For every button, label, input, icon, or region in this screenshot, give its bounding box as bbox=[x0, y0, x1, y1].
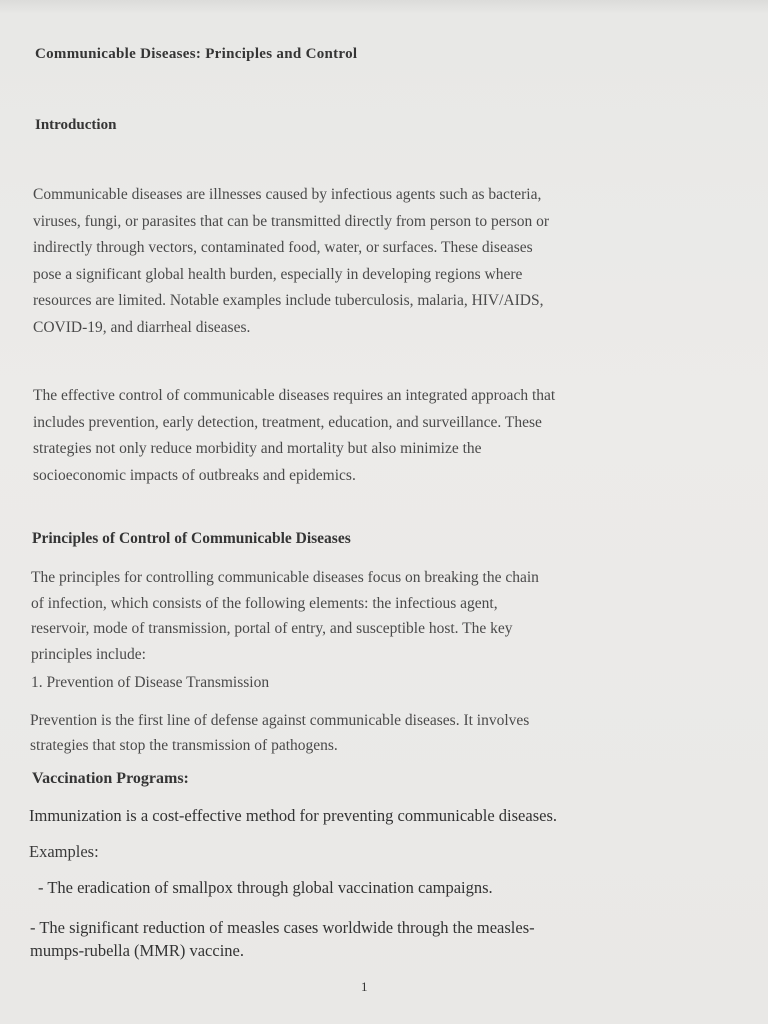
text-line: indirectly through vectors, contaminated food, water, or surfaces. These diseases bbox=[33, 239, 533, 256]
principles-paragraph bbox=[31, 565, 539, 667]
text-line: Prevention is the first line of defense against communicable diseases. It involves bbox=[30, 712, 530, 729]
text-line: resources are limited. Notable examples include tuberculosis, malaria, HIV/AIDS, bbox=[33, 292, 544, 309]
principle-item-1: 1. Prevention of Disease Transmission bbox=[31, 674, 270, 691]
examples-label: Examples: bbox=[29, 842, 99, 861]
text-line: strategies that stop the transmission of pathogens. bbox=[30, 737, 338, 754]
vaccination-paragraph bbox=[29, 806, 557, 826]
text-line: includes prevention, early detection, treatment, education, and surveillance. These bbox=[33, 413, 542, 431]
intro-paragraph-2 bbox=[33, 383, 555, 489]
text-line: Communicable diseases are illnesses caused by infectious agents such as bacteria, bbox=[33, 186, 542, 203]
text-line: The principles for controlling communicable diseases focus on breaking the chain bbox=[31, 569, 539, 586]
text-line: reservoir, mode of transmission, portal of entry, and susceptible host. The key bbox=[31, 620, 513, 637]
example-item-2 bbox=[30, 916, 535, 962]
text-line: pose a significant global health burden, especially in developing regions where bbox=[33, 265, 523, 283]
text-line: - The significant reduction of measles cases worldwide through the measles- bbox=[30, 918, 535, 937]
page-number: 1 bbox=[361, 979, 368, 994]
section-heading-vaccination: Vaccination Programs: bbox=[32, 770, 189, 787]
text-line: socioeconomic impacts of outbreaks and epidemics. bbox=[33, 466, 356, 484]
text-line: COVID-19, and diarrheal diseases. bbox=[33, 318, 251, 336]
text-line: principles include: bbox=[31, 645, 146, 663]
text-line: mumps-rubella (MMR) vaccine. bbox=[30, 941, 244, 960]
section-heading-introduction: Introduction bbox=[35, 117, 117, 133]
text-line: of infection, which consists of the following elements: the infectious agent, bbox=[31, 594, 498, 612]
text-line: strategies not only reduce morbidity and mortality but also minimize the bbox=[33, 440, 482, 457]
principle-item-1-paragraph bbox=[30, 708, 529, 758]
text-line: Immunization is a cost-effective method for preventing communicable diseases. bbox=[29, 806, 557, 825]
document-title: Communicable Diseases: Principles and Control bbox=[35, 46, 358, 62]
text-line: viruses, fungi, or parasites that can be transmitted directly from person to person or bbox=[33, 212, 550, 230]
text-line: The effective control of communicable diseases requires an integrated approach that bbox=[33, 387, 556, 404]
section-heading-principles: Principles of Control of Communicable Diseases bbox=[32, 530, 351, 547]
example-item-1: - The eradication of smallpox through global vaccination campaigns. bbox=[38, 878, 493, 897]
intro-paragraph-1 bbox=[33, 182, 549, 341]
